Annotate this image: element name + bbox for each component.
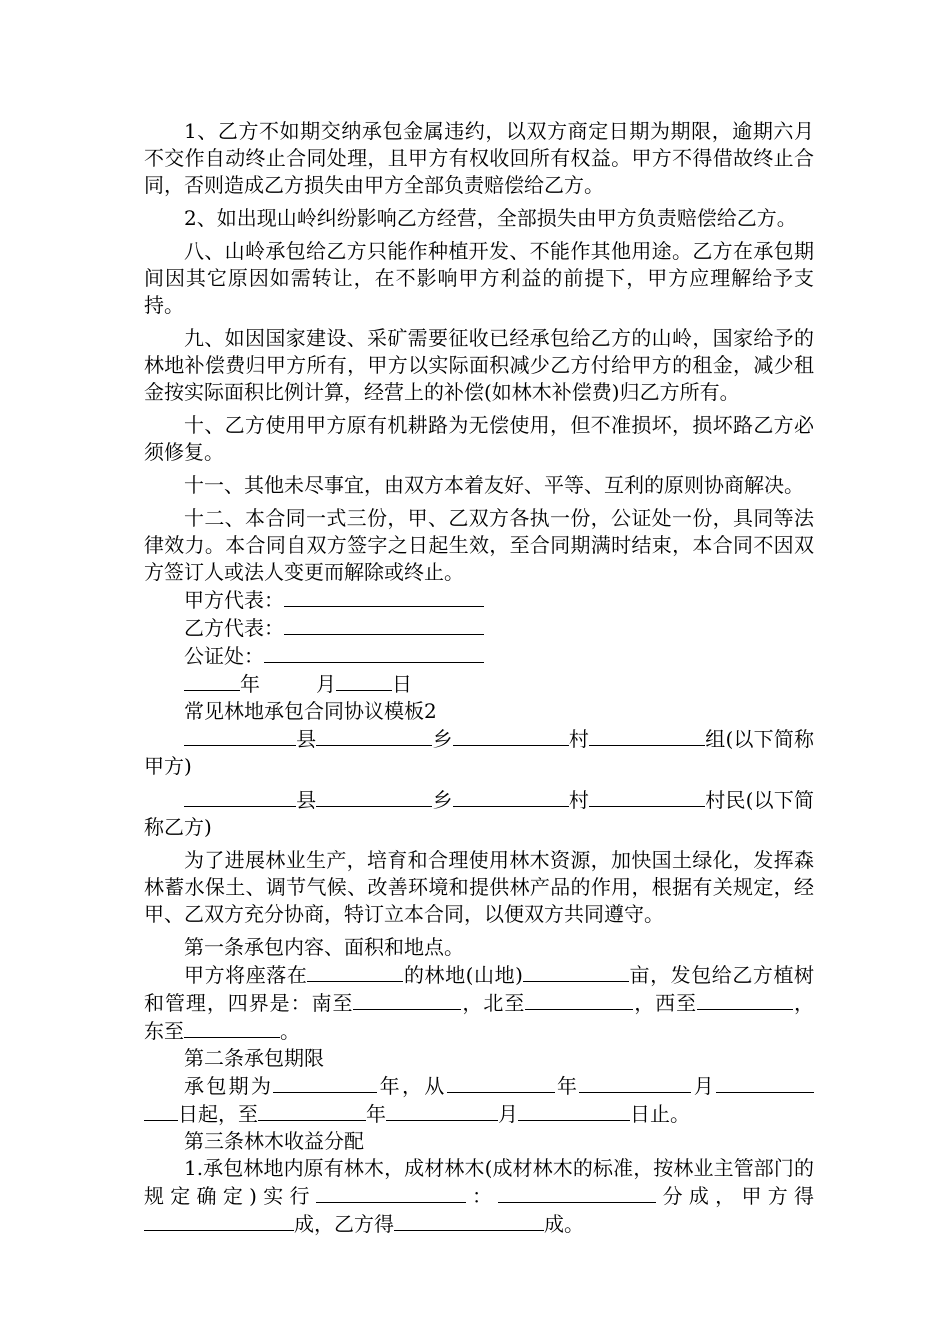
blank-field — [284, 586, 484, 607]
blank-field — [589, 786, 705, 807]
party-b-signature-line — [144, 614, 814, 642]
village-label: 村 — [568, 727, 590, 751]
village-label: 村 — [568, 788, 590, 812]
text: 的林地(山地) — [403, 963, 523, 987]
article-1-body — [144, 961, 814, 1045]
date-line — [144, 670, 814, 698]
party-b-line — [144, 786, 814, 841]
text: 年 — [366, 1102, 386, 1126]
article-9: 九、如因国家建设、采矿需要征收已经承包给乙方的山岭，国家给予的林地补偿费归甲方所有，甲方以实际面积减少乙方付给甲方的租金，减少租金按实际面积比例计算，经营上的补偿(如林木补偿费)归乙方所有。 — [144, 326, 814, 404]
town-label: 乡 — [432, 788, 453, 812]
blank-field — [453, 725, 569, 746]
blank-field — [316, 725, 432, 746]
blank-field — [144, 1100, 178, 1121]
text: 年，从 — [377, 1074, 447, 1098]
blank-field — [264, 642, 484, 663]
blank-field — [386, 1100, 498, 1121]
blank-field — [184, 1017, 280, 1038]
party-b-tail: 村民(以下简称乙方) — [144, 788, 815, 839]
notary-label: 公证处： — [184, 644, 264, 668]
county-label: 县 — [296, 788, 317, 812]
text: 年 — [554, 1074, 580, 1098]
county-label: 县 — [296, 727, 317, 751]
party-a-signature-line — [144, 586, 814, 614]
article-11: 十一、其他未尽事宜，由双方本着友好、平等、互利的原则协商解决。 — [184, 473, 804, 497]
blank-field — [184, 725, 296, 746]
party-a-tail: 组(以下简称甲方) — [144, 727, 815, 778]
party-a-label: 甲方代表： — [184, 588, 284, 612]
blank-field — [258, 1100, 366, 1121]
blank-field — [353, 989, 461, 1010]
month-label: 月 — [316, 672, 336, 696]
clause-2: 2、如出现山岭纠纷影响乙方经营，全部损失由甲方负责赔偿给乙方。 — [184, 206, 797, 230]
article-3-body — [144, 1155, 814, 1238]
text: ，西至 — [633, 991, 698, 1015]
document-page — [144, 118, 814, 1238]
blank-field — [284, 614, 484, 635]
blank-field — [523, 961, 629, 982]
blank-field — [184, 786, 296, 807]
intro-paragraph: 为了进展林业生产，培育和合理使用林木资源，加快国土绿化，发挥森林蓄水保土、调节气候、改善环境和提供林产品的作用，根据有关规定，经甲、乙双方充分协商，特订立本合同，以便双方共同遵守。 — [144, 848, 814, 926]
blank-field — [447, 1072, 555, 1093]
notary-signature-line — [144, 642, 814, 670]
article-1-title: 第一条承包内容、面积和地点。 — [184, 935, 464, 959]
year-label: 年 — [240, 672, 260, 696]
blank-field — [273, 1072, 377, 1093]
blank-field — [144, 1210, 294, 1231]
article-12: 十二、本合同一式三份，甲、乙双方各执一份，公证处一份，具同等法律效力。本合同自双方签字之日起生效，至合同期满时结束，本合同不因双方签订人或法人变更而解除或终止。 — [144, 506, 814, 584]
blank-field — [453, 786, 569, 807]
article-8: 八、山岭承包给乙方只能作种植开发、不能作其他用途。乙方在承包期间因其它原因如需转让，在不影响甲方利益的前提下，甲方应理解给予支持。 — [144, 239, 814, 317]
text: 分成，甲方得 — [656, 1184, 815, 1208]
template-2-title: 常见林地承包合同协议模板2 — [184, 699, 437, 723]
text: ，东至 — [144, 991, 815, 1043]
blank-field — [307, 961, 403, 982]
text: 月 — [498, 1102, 518, 1126]
article-2-title: 第二条承包期限 — [184, 1046, 324, 1070]
blank-field — [394, 1210, 544, 1231]
article-3-title: 第三条林木收益分配 — [184, 1129, 364, 1153]
text: 亩，发包给乙方植树和管理，四界是：南至 — [144, 963, 815, 1015]
text: 承包期为 — [184, 1074, 274, 1098]
text: 1.承包林地内原有林木，成材林木(成材林木的标准，按林业主管部门的规定确定)实行 — [144, 1156, 814, 1208]
text: 成。 — [544, 1212, 584, 1236]
blank-field — [316, 786, 432, 807]
blank-field — [525, 989, 633, 1010]
blank-field — [716, 1072, 814, 1093]
blank-field — [697, 989, 793, 1010]
text: 日起，至 — [178, 1102, 258, 1126]
blank-field — [184, 670, 240, 691]
blank-field — [579, 1072, 691, 1093]
party-a-line — [144, 725, 814, 780]
text: 日止。 — [630, 1102, 690, 1126]
town-label: 乡 — [432, 727, 453, 751]
text: 。 — [280, 1019, 300, 1043]
article-2-body — [144, 1072, 814, 1128]
text: 成，乙方得 — [294, 1212, 394, 1236]
text: 月 — [691, 1074, 717, 1098]
text: ，北至 — [461, 991, 526, 1015]
blank-field — [316, 1182, 466, 1203]
article-10: 十、乙方使用甲方原有机耕路为无偿使用，但不准损坏，损坏路乙方必须修复。 — [144, 413, 814, 464]
blank-field — [498, 1182, 656, 1203]
text: 甲方将座落在 — [184, 963, 308, 987]
blank-field — [589, 725, 705, 746]
text: ： — [465, 1184, 499, 1208]
day-label: 日 — [392, 672, 412, 696]
blank-field — [518, 1100, 630, 1121]
party-b-label: 乙方代表： — [184, 616, 284, 640]
blank-field — [336, 670, 392, 691]
clause-1: 1、乙方不如期交纳承包金属违约，以双方商定日期为期限，逾期六月不交作自动终止合同处理，且甲方有权收回所有权益。甲方不得借故终止合同，否则造成乙方损失由甲方全部负责赔偿给乙方。 — [144, 119, 814, 197]
